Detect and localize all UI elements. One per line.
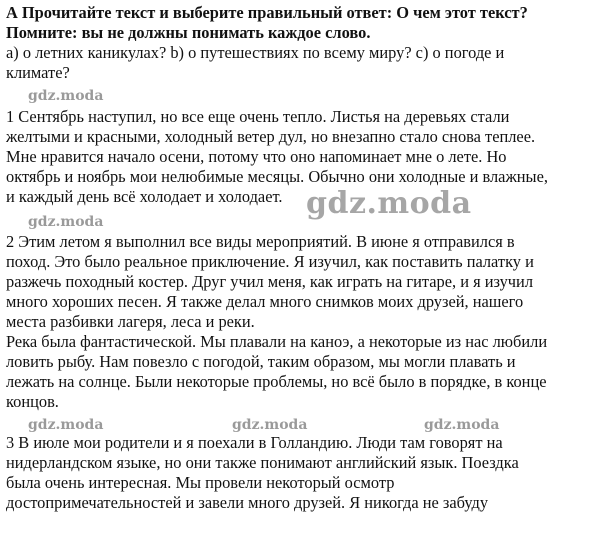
watermark: gdz.moda — [424, 417, 500, 433]
paragraph-2-line: много хороших песен. Я также делал много снимков моих друзей, нашего — [6, 292, 524, 311]
answer-options-cont: климате? — [6, 63, 70, 82]
paragraph-2-line: разжечь походный костер. Друг учил меня, как играть на гитаре, и я изучил — [6, 272, 534, 291]
watermark: gdz.moda — [28, 417, 104, 433]
paragraph-2-line: лежать на солнце. Были некоторые проблемы, но всё было в порядке, в конце — [6, 372, 547, 391]
paragraph-2-line: концов. — [6, 392, 59, 411]
watermark: gdz.moda — [28, 88, 104, 104]
paragraph-1-line: и каждый день всё холодает и холодает. — [6, 187, 283, 206]
watermark-large: gdz.moda — [306, 186, 472, 221]
paragraph-3-line: была очень интересная. Мы провели некоторый осмотр — [6, 473, 395, 492]
paragraph-1-line: желтыми и красными, холодный ветер дул, но внезапно стало снова теплее. — [6, 127, 536, 146]
paragraph-2-line: Река была фантастической. Мы плавали на каноэ, а некоторые из нас любили — [6, 332, 548, 351]
paragraph-1-line: Мне нравится начало осени, потому что оно напоминает мне о лете. Но — [6, 147, 507, 166]
paragraph-3-line: достопримечательностей и завели много друзей. Я никогда не забуду — [6, 493, 489, 512]
paragraph-1-line: 1 Сентябрь наступил, но все еще очень тепло. Листья на деревьях стали — [6, 107, 510, 126]
watermark: gdz.moda — [232, 417, 308, 433]
paragraph-3-line: нидерландском языке, но они также понимают английский язык. Поездка — [6, 453, 519, 472]
task-instruction: А Прочитайте текст и выберите правильный ответ: О чем этот текст? — [6, 3, 528, 22]
paragraph-2-line: 2 Этим летом я выполнил все виды мероприятий. В июне я отправился в — [6, 232, 515, 251]
answer-options: а) о летних каникулах? b) о путешествиях по всему миру? c) о погоде и — [6, 43, 505, 62]
paragraph-1-line: октябрь и ноябрь мои нелюбимые месяцы. Обычно они холодные и влажные, — [6, 167, 548, 186]
paragraph-2-line: места разбивки лагеря, леса и реки. — [6, 312, 255, 331]
paragraph-3-line: 3 В июле мои родители и я поехали в Голландию. Люди там говорят на — [6, 433, 503, 452]
task-note: Помните: вы не должны понимать каждое слово. — [6, 23, 371, 42]
paragraph-2-line: поход. Это было реальное приключение. Я изучил, как поставить палатку и — [6, 252, 534, 271]
paragraph-2-line: ловить рыбу. Нам повезло с погодой, таким образом, мы могли плавать и — [6, 352, 516, 371]
watermark: gdz.moda — [28, 214, 104, 230]
